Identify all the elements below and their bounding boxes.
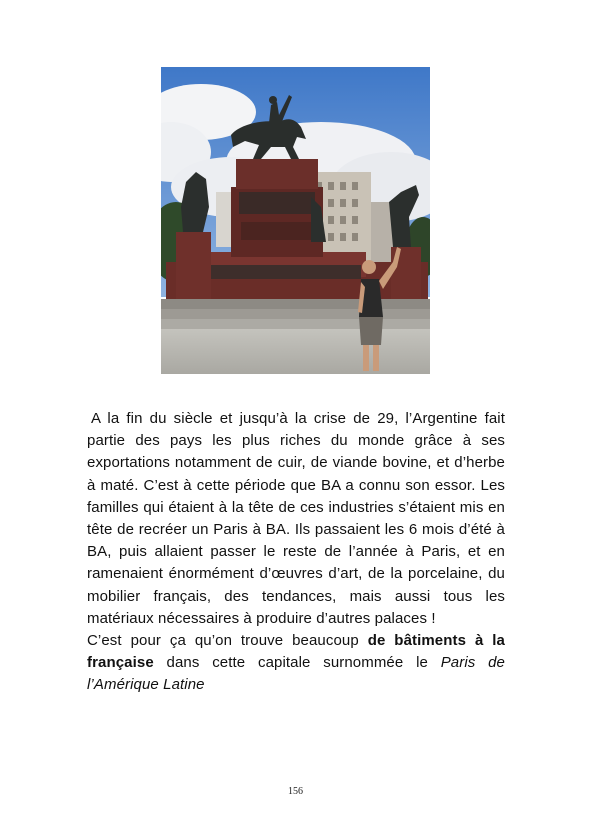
monument-photo — [161, 67, 430, 374]
paragraph-text-middle: dans cette capitale surnommée le — [153, 654, 441, 672]
paragraph-french-buildings — [87, 630, 505, 697]
body-text — [87, 408, 505, 697]
bold-phrase: de bâtiments à la française — [87, 632, 505, 672]
monument-photo-illustration — [161, 67, 430, 374]
paragraph-history: A la fin du siècle et jusqu’à la crise de 29, l’Argentine fait partie des pays les plus riches du monde grâce à ses exportations notamment de cuir, de viande bovine, et d’herbe à maté. C’est à cette période que BA a connu son essor. Les familles qui étaient à la tête de ces industries s’étaient mis en tête de recréer un Paris à BA. Ils passaient les 6 mois d’été à BA, puis allaient passer le reste de l’année à Paris, et en ramenaient énormément d’œuvres d’art, de la porcelaine, du mobilier français, des tendances, mais aussi tous les matériaux nécessaires à produire d’autres palaces ! — [87, 410, 505, 627]
paragraph-text-before: C’est pour ça qu’on trouve beaucoup — [87, 632, 368, 650]
page-number: 156 — [288, 786, 303, 797]
italic-phrase: Paris de l’Amérique Latine — [87, 654, 505, 694]
